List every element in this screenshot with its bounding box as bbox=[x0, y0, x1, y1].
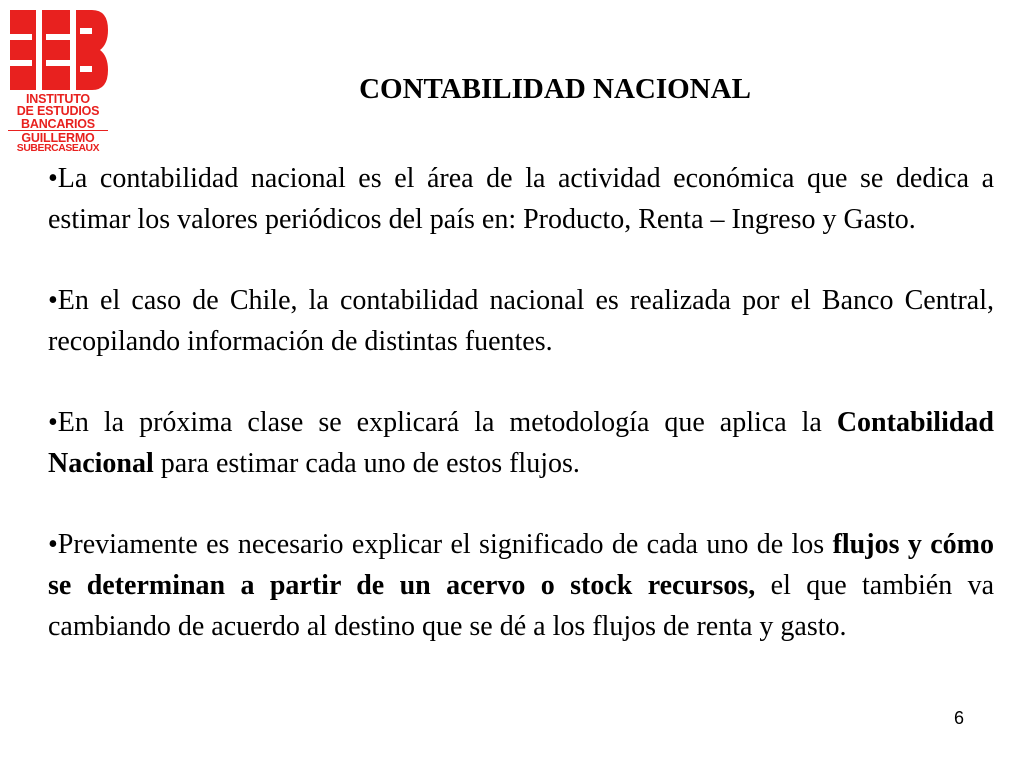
paragraph-chile: •En el caso de Chile, la contabilidad nacional es realizada por el Banco Central, recopilando información de distintas fuentes. bbox=[48, 285, 994, 357]
paragraph-emphasis: Contabilidad Nacional bbox=[48, 407, 994, 479]
paragraph-text: •En la próxima clase se explicará la metodología que aplica la bbox=[48, 407, 837, 438]
slide-title: CONTABILIDAD NACIONAL bbox=[359, 73, 751, 105]
paragraph-emphasis: flujos y cómo se determinan a partir de un acervo o stock recursos, bbox=[48, 529, 994, 601]
paragraph-flows bbox=[48, 524, 994, 647]
logo-line: INSTITUTO bbox=[26, 92, 90, 106]
paragraph-text: el que también va cambiando de acuerdo al destino que se dé a los flujos de renta y gasto. bbox=[48, 570, 994, 642]
paragraph-next-class bbox=[48, 402, 994, 484]
logo-line: DE ESTUDIOS bbox=[16, 104, 100, 119]
logo-line: BANCARIOS bbox=[21, 116, 95, 131]
paragraph-text: para estimar cada uno de estos flujos. bbox=[153, 448, 580, 479]
slide-body bbox=[48, 158, 994, 647]
paragraph-definition: •La contabilidad nacional es el área de la actividad económica que se dedica a estimar los valores periódicos del país en: Producto, Renta – Ingreso y Gasto. bbox=[48, 163, 994, 235]
institute-logo bbox=[8, 10, 110, 154]
paragraph-text: •Previamente es necesario explicar el significado de cada uno de los bbox=[48, 529, 833, 560]
page-number: 6 bbox=[953, 708, 964, 728]
logo-line: GUILLERMO bbox=[8, 130, 108, 144]
logo-line: SUBERCASEAUX bbox=[16, 143, 100, 154]
logo-text bbox=[8, 93, 108, 154]
ieb-logo-mark-icon bbox=[8, 10, 108, 90]
